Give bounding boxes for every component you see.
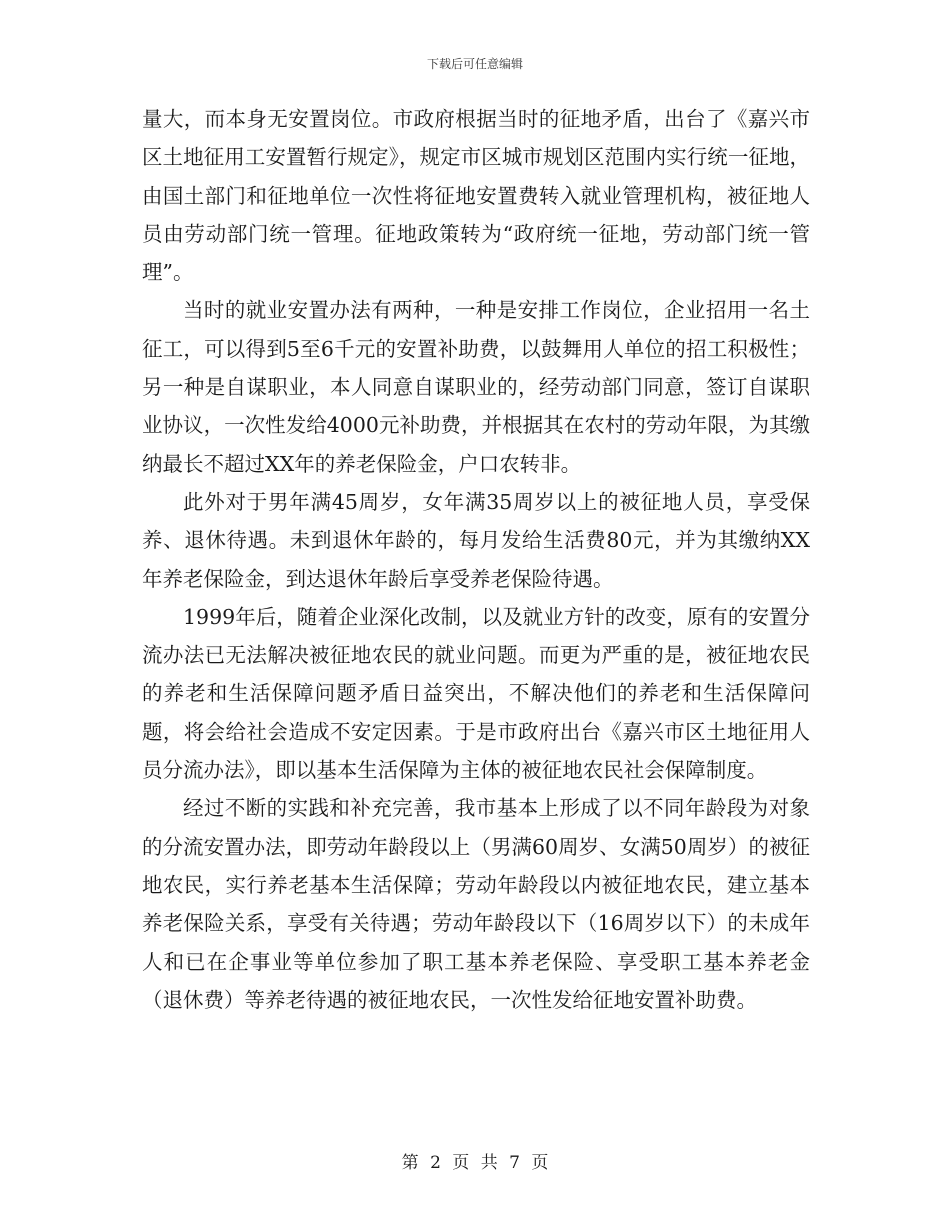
paragraph-employment-methods: 当时的就业安置办法有两种，一种是安排工作岗位，企业招用一名土征工，可以得到5至6千元的安置补助费，以鼓舞用人单位的招工积极性；另一种是自谋职业，本人同意自谋职业的，经劳动部门同意，签订自谋职业协议，一次性发给4000元补助费，并根据其在农村的劳动年限，为其缴纳最长不超过XX年的养老保险金，户口农转非。	[142, 298, 810, 476]
page-number: 第 2 页 共 7 页	[401, 1153, 549, 1173]
paragraph-retirement-treatment: 此外对于男年满45周岁，女年满35周岁以上的被征地人员，享受保养、退休待遇。未到退休年龄的，每月发给生活费80元，并为其缴纳XX年养老保险金，到达退休年龄后享受养老保险待遇。	[142, 489, 810, 591]
paragraph-age-group-policy: 经过不断的实践和补充完善，我市基本上形成了以不同年龄段为对象的分流安置办法，即劳动年龄段以上（男满60周岁、女满50周岁）的被征地农民，实行养老基本生活保障；劳动年龄段以内被征地农民，建立基本养老保险关系，享受有关待遇；劳动年龄段以下（16周岁以下）的未成年人和已在企事业等单位参加了职工基本养老保险、享受职工基本养老金（退休费）等养老待遇的被征地农民，一次性发给征地安置补助费。	[142, 796, 810, 1012]
paragraph-continued: 量大，而本身无安置岗位。市政府根据当时的征地矛盾，出台了《嘉兴市区土地征用工安置暂行规定》，规定市区城市规划区范围内实行统一征地，由国土部门和征地单位一次性将征地安置费转入就业管理机构，被征地人员由劳动部门统一管理。征地政策转为“政府统一征地，劳动部门统一管理”。	[142, 107, 810, 285]
paragraph-1999-reform: 1999年后，随着企业深化改制，以及就业方针的改变，原有的安置分流办法已无法解决被征地农民的就业问题。而更为严重的是，被征地农民的养老和生活保障问题矛盾日益突出，不解决他们的养老和生活保障问题，将会给社会造成不安定因素。于是市政府出台《嘉兴市区土地征用人员分流办法》，即以基本生活保障为主体的被征地农民社会保障制度。	[142, 604, 810, 783]
document-body	[142, 100, 810, 1019]
page-header-note: 下载后可任意编辑	[426, 57, 523, 71]
